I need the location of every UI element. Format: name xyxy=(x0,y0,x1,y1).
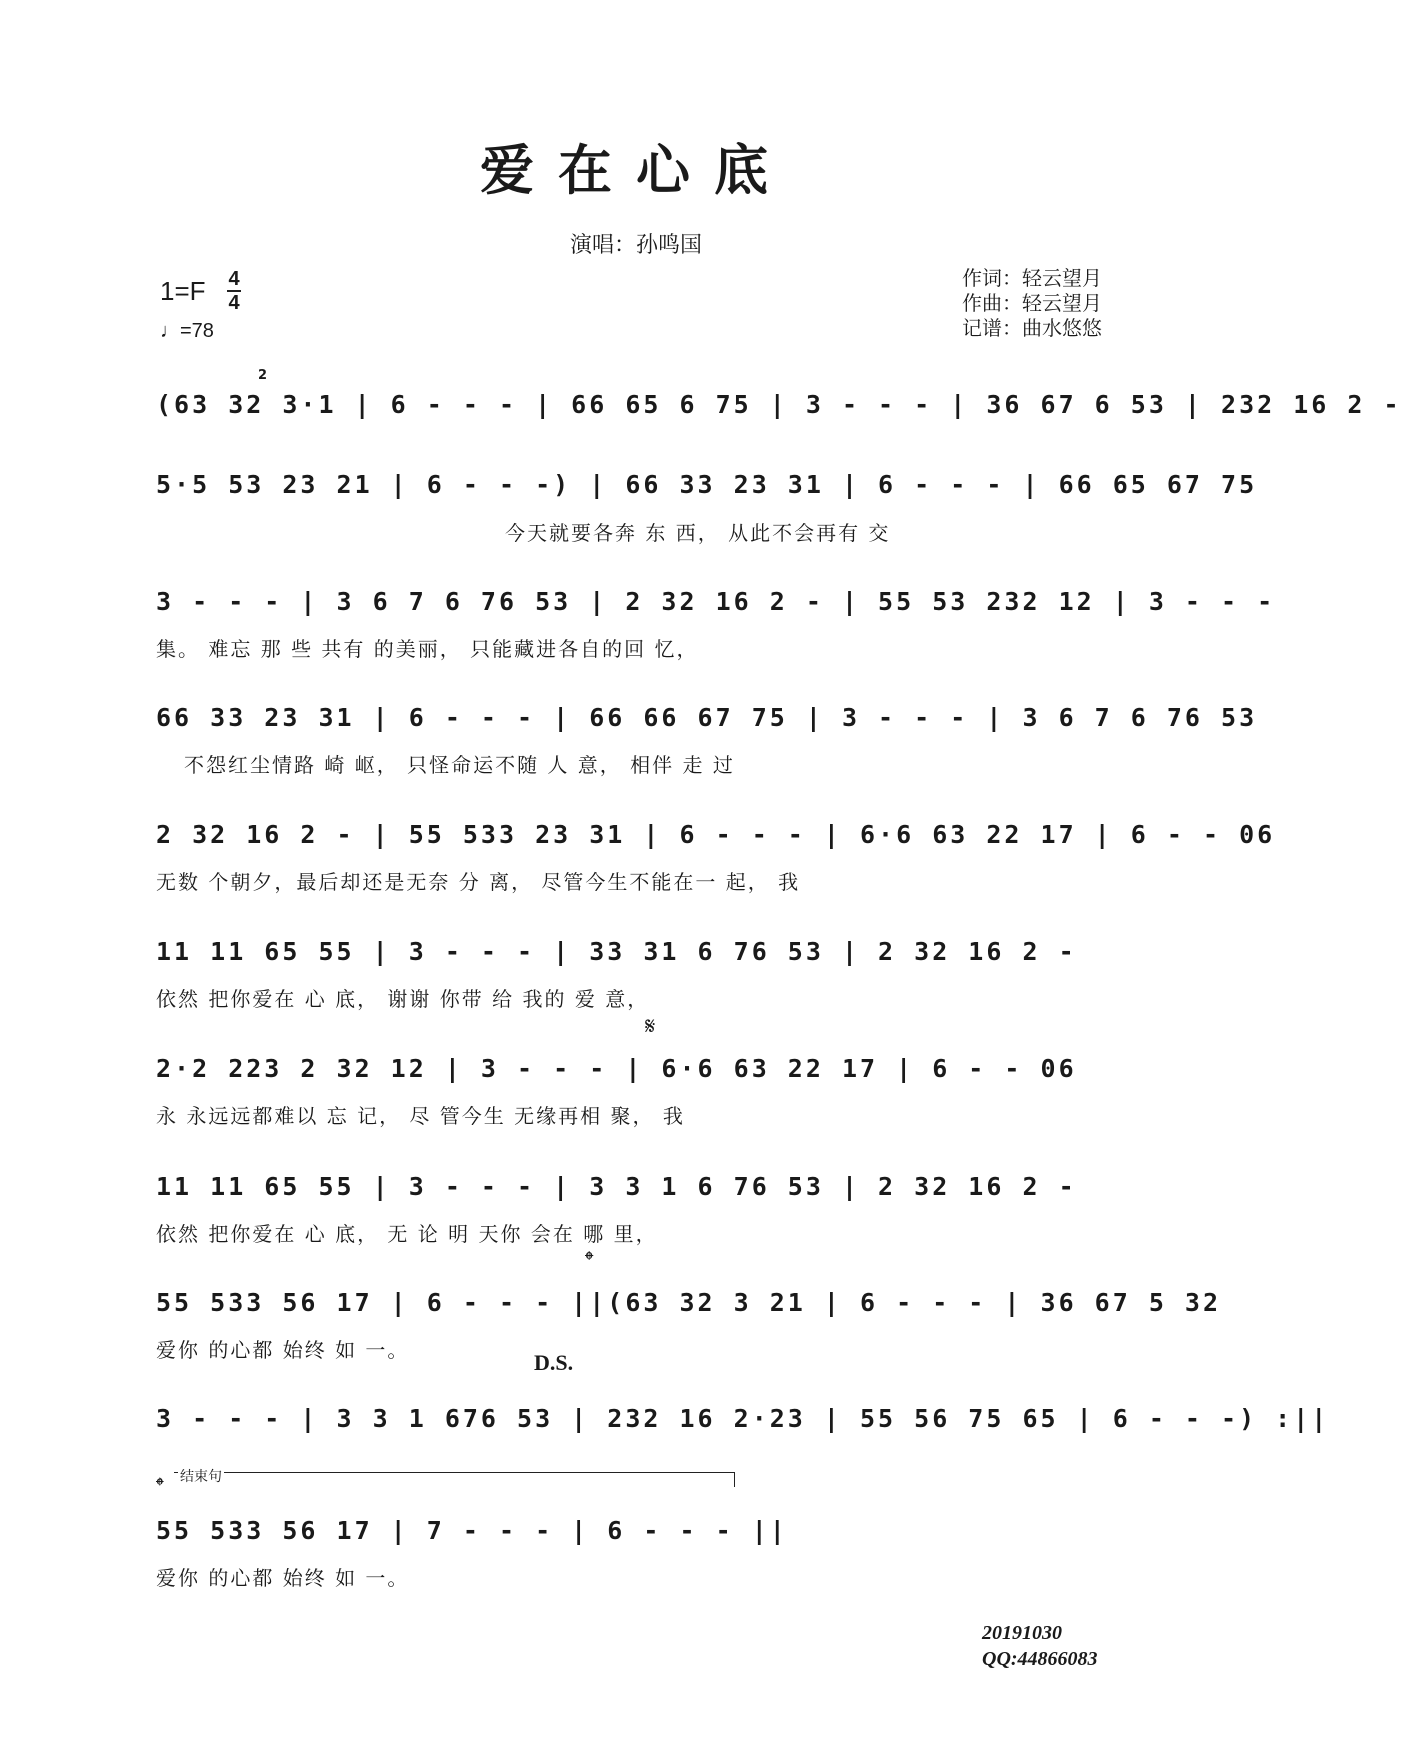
score-line-11: 55 533 56 17 | 7 - - - | 6 - - - || xyxy=(156,1516,788,1545)
score-line-1: (63 32 3·1 | 6 - - - | 66 65 6 75 | 3 - - - | 36 67 6 53 | 232 16 2 - xyxy=(156,390,1402,419)
date-stamp: 20191030 xyxy=(982,1622,1062,1644)
ending-bracket xyxy=(174,1472,735,1487)
score-line-8: 11 11 65 55 | 3 - - - | 3 3 1 6 76 53 | 2 32 16 2 - xyxy=(156,1172,1077,1201)
score-line-10: 3 - - - | 3 3 1 676 53 | 232 16 2·23 | 55 56 75 65 | 6 - - -) :|| xyxy=(156,1404,1330,1433)
grace-note: 2 xyxy=(258,368,268,383)
credits-block xyxy=(962,266,1102,341)
singer-credit: 演唱：孙鸣国 xyxy=(569,233,702,258)
ending-label: 结束句 xyxy=(178,1466,224,1486)
composer-credit: 作曲：轻云望月 xyxy=(962,291,1102,315)
qq-contact: QQ:44866083 xyxy=(982,1648,1098,1670)
segno-mark: 𝄋 xyxy=(645,1012,656,1040)
lyric-line-3: 集。 难忘 那 些 共有 的美丽， 只能藏进各自的回 忆， xyxy=(156,637,699,661)
score-line-7: 2·2 223 2 32 12 | 3 - - - | 6·6 63 22 17 | 6 - - 06 xyxy=(156,1054,1077,1083)
lyricist-credit: 作词：轻云望月 xyxy=(962,266,1102,290)
time-sig-top: 4 xyxy=(228,268,240,290)
lyric-line-9: 爱你 的心都 始终 如 一。 xyxy=(156,1338,410,1362)
score-line-6: 11 11 65 55 | 3 - - - | 33 31 6 76 53 | 2 32 16 2 - xyxy=(156,937,1077,966)
score-line-3: 3 - - - | 3 6 7 6 76 53 | 2 32 16 2 - | 55 53 232 12 | 3 - - - xyxy=(156,587,1276,616)
score-line-9: 55 533 56 17 | 6 - - - ||(63 32 3 21 | 6 - - - | 36 67 5 32 xyxy=(156,1288,1222,1317)
time-sig-bottom: 4 xyxy=(228,292,240,314)
ds-marking: D.S. xyxy=(534,1350,574,1375)
tempo-marking: ♩=78 xyxy=(160,320,214,342)
score-line-4: 66 33 23 31 | 6 - - - | 66 66 67 75 | 3 - - - | 3 6 7 6 76 53 xyxy=(156,703,1258,732)
coda-mark-ending: 𝄌 xyxy=(156,1474,164,1499)
lyric-line-8: 依然 把你爱在 心 底， 无 论 明 天你 会在 哪 里， xyxy=(156,1222,658,1246)
lyric-line-7: 永 永远远都难以 忘 记， 尽 管今生 无缘再相 聚， 我 xyxy=(156,1104,685,1128)
lyric-line-2: 今天就要各奔 东 西， 从此不会再有 交 xyxy=(505,521,891,545)
lyric-line-5: 无数 个朝夕，最后却还是无奈 分 离， 尽管今生不能在一 起， 我 xyxy=(156,870,801,894)
lyric-line-4: 不怨红尘情路 崎 岖， 只怪命运不随 人 意， 相伴 走 过 xyxy=(184,753,735,777)
score-line-2: 5·5 53 23 21 | 6 - - -) | 66 33 23 31 | 6 - - - | 66 65 67 75 xyxy=(156,470,1258,499)
coda-mark: 𝄌 xyxy=(585,1246,594,1274)
page-title: 爱在心底 xyxy=(480,138,792,202)
lyric-line-11: 爱你 的心都 始终 如 一。 xyxy=(156,1566,410,1590)
transcriber-credit: 记谱：曲水悠悠 xyxy=(962,316,1102,340)
score-line-5: 2 32 16 2 - | 55 533 23 31 | 6 - - - | 6·6 63 22 17 | 6 - - 06 xyxy=(156,820,1276,849)
time-signature xyxy=(227,268,241,314)
lyric-line-6: 依然 把你爱在 心 底， 谢谢 你带 给 我的 爱 意， xyxy=(156,987,650,1011)
key-signature: 1=F xyxy=(160,276,206,306)
